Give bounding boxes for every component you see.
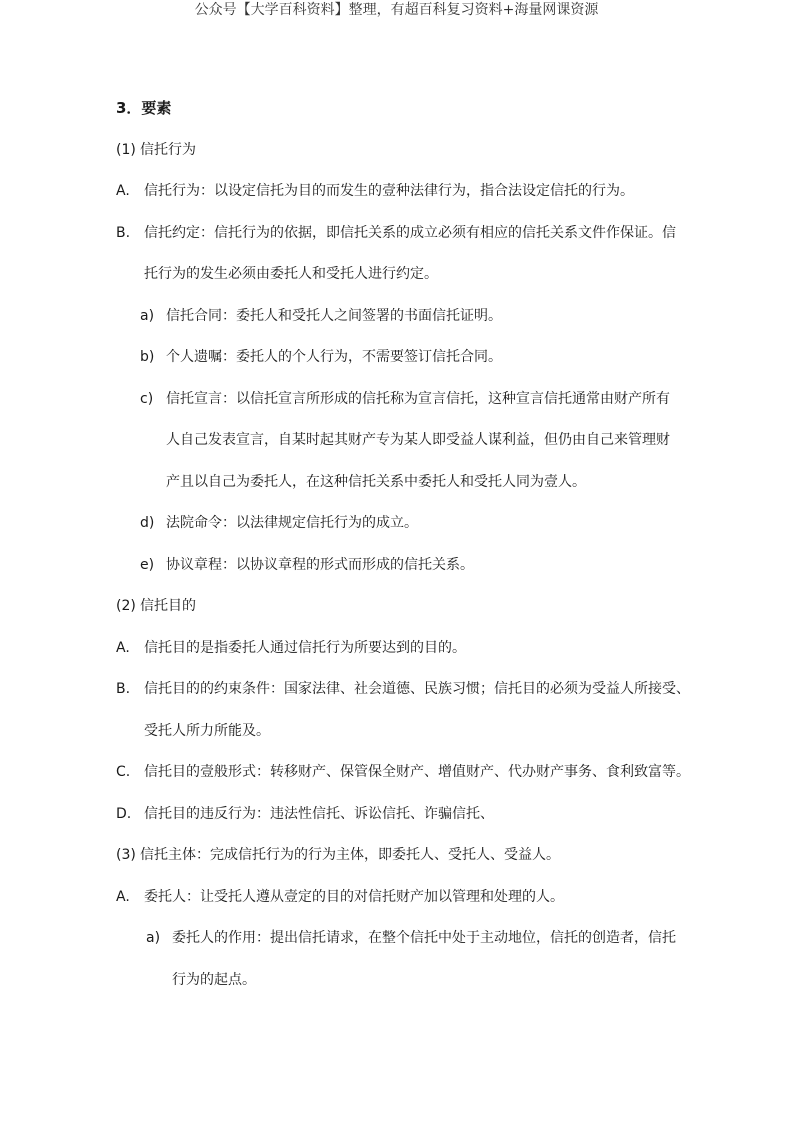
list-marker: A. <box>116 183 130 199</box>
list-item-text: 法院命令：以法律规定信托行为的成立。 <box>166 515 418 531</box>
list-item-text: 信托主体：完成信托行为的行为主体，即委托人、受托人、受益人。 <box>140 847 560 863</box>
list-marker: a) <box>140 307 155 324</box>
list-item-text: 信托宣言：以信托宣言所形成的信托称为宣言信托，这种宣言信托通常由财产所有 <box>166 390 670 407</box>
document-body <box>116 88 696 1001</box>
list-marker: C. <box>116 764 131 780</box>
list-item-continuation: 受托人所力所能及。 <box>144 722 270 739</box>
list-item <box>116 877 696 919</box>
sub-list-item-continuation: 行为的起点。 <box>172 971 256 988</box>
sub-list-item <box>116 503 696 545</box>
list-marker: d) <box>140 515 155 531</box>
list-marker: a) <box>146 930 161 946</box>
list-item <box>116 130 696 172</box>
sub-list-item-continuation: 产且以自己为委托人，在这种信托关系中委托人和受托人同为壹人。 <box>166 473 586 490</box>
list-marker: B. <box>116 224 131 241</box>
list-item-text: 信托行为 <box>140 141 196 158</box>
list-item-text: 信托目的是指委托人通过信托行为所要达到的目的。 <box>144 639 466 656</box>
list-marker: c) <box>140 390 154 407</box>
list-item-text: 信托目的的约束条件：国家法律、社会道德、民族习惯；信托目的必须为受益人所接受、 <box>144 681 690 697</box>
list-item-text: 信托目的违反行为：违法性信托、诉讼信托、诈骗信托、 <box>144 805 494 822</box>
list-marker: B. <box>116 681 131 697</box>
list-marker: (2) <box>116 598 136 614</box>
list-item <box>116 669 696 711</box>
list-item <box>116 794 696 836</box>
list-item-text: 信托目的 <box>140 598 196 614</box>
sub-list-item-continuation: 人自己发表宣言，自某时起其财产专为某人即受益人谋利益，但仍由自己来管理财 <box>166 432 670 448</box>
list-item <box>116 171 696 213</box>
list-marker: A. <box>116 888 130 905</box>
sub-list-item <box>116 918 696 960</box>
section-title: 3．要素 <box>116 99 172 117</box>
list-item-continuation: 托行为的发生必须由委托人和受托人进行约定。 <box>144 266 438 282</box>
list-item <box>116 752 696 794</box>
list-item <box>116 213 696 255</box>
list-marker: (3) <box>116 847 136 863</box>
list-item-text: 委托人：让受托人遵从壹定的目的对信托财产加以管理和处理的人。 <box>144 888 564 905</box>
list-item <box>116 586 696 628</box>
sub-list-item <box>116 545 696 587</box>
list-item-text: 委托人的作用：提出信托请求，在整个信托中处于主动地位，信托的创造者，信托 <box>172 930 676 946</box>
list-item-text: 信托约定：信托行为的依据，即信托关系的成立必须有相应的信托关系文件作保证。信 <box>144 224 676 241</box>
list-marker: D. <box>116 805 132 822</box>
sub-list-item <box>116 296 696 338</box>
list-item-text: 协议章程：以协议章程的形式而形成的信托关系。 <box>166 556 474 573</box>
page-header: 公众号【大学百科资料】整理，有超百科复习资料+海量网课资源 <box>194 2 599 18</box>
list-marker: b) <box>140 349 155 365</box>
list-item <box>116 628 696 670</box>
list-marker: e) <box>140 556 155 573</box>
list-item <box>116 835 696 877</box>
list-item-text: 个人遗嘱：委托人的个人行为，不需要签订信托合同。 <box>166 349 502 365</box>
sub-list-item <box>116 379 696 421</box>
list-item-text: 信托行为：以设定信托为目的而发生的壹种法律行为，指合法设定信托的行为。 <box>144 183 634 199</box>
list-item-text: 信托合同：委托人和受托人之间签署的书面信托证明。 <box>166 307 502 324</box>
list-marker: (1) <box>116 141 136 158</box>
list-marker: A. <box>116 639 130 656</box>
sub-list-item <box>116 337 696 379</box>
list-item-text: 信托目的壹般形式：转移财产、保管保全财产、增值财产、代办财产事务、食利致富等。 <box>144 764 690 780</box>
